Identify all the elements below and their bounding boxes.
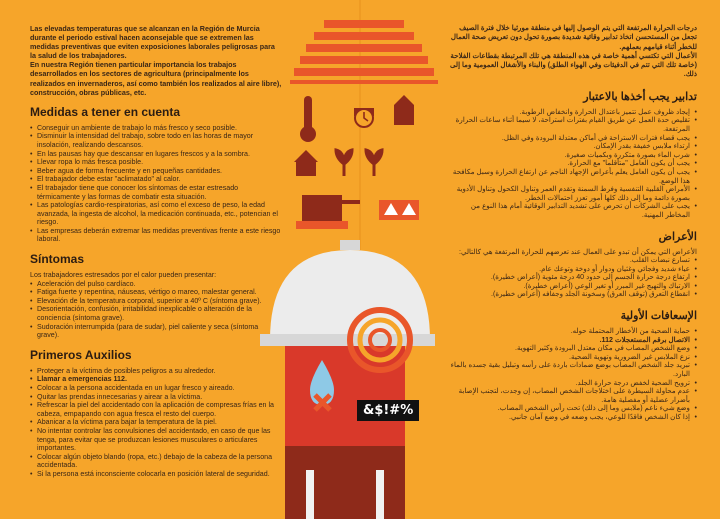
list-item: • ارتداء ملابس خفيفة بقدر الإمكان. <box>445 142 697 151</box>
list-item: • ترويح الضحية لخفض درجة حرارة الجلد. <box>445 379 697 388</box>
list-item: • يجب على الشركات أن تحرص على تشديد التدابير الوقائية أمام هذا النوع من المخاطر المهنية. <box>445 202 697 219</box>
intro-paragraph: الأعمال التي تكتسي أهمية خاصة في هذه المنطقة هي تلك المرتبطة بقطاعات الفلاحة (خاصة تلك التي تتم في الدفيئات وفي الهواء الطلق) والبناء والأشغال العمومية وما إلى ذلك. <box>450 51 697 79</box>
list-item: • يجب قضاء فترات الاستراحة في أماكن معتدلة البرودة وفي الظل. <box>445 134 697 143</box>
list-item: • Si la persona está inconsciente colocarla en posición lateral de seguridad. <box>30 470 282 479</box>
list-item: • إيجاد ظروف عمل تتميز باعتدال الحرارة وانخفاض الرطوبة. <box>445 108 697 117</box>
list-item: • Aceleración del pulso cardíaco. <box>30 280 282 289</box>
list-item: • Proteger a la víctima de posibles peligros a su alrededor. <box>30 367 282 376</box>
plant-icon <box>336 150 382 176</box>
list-item: • تسارع نبضات القلب. <box>445 256 697 265</box>
spanish-intro <box>30 24 282 97</box>
list-item: • Disminuir la intensidad del trabajo, sobre todo en las horas de mayor insolación, realizando descansos. <box>30 132 282 149</box>
list-item: • وضع شيء ناعم (ملابس وما إلى ذلك) تحت رأس الشخص المصاب. <box>445 404 697 413</box>
list-item: • الأمراض القلبية التنفسية وفرط السمنة وتقدم العمر وتناول الكحول وتناول الأدوية بصورة دائمة وما إلى ذلك كلها أمور تعزز احتمالات الخطر. <box>445 185 697 202</box>
sun-icon <box>290 20 438 84</box>
list-item: • وضع الشخص المصاب في مكان معتدل البرودة وكثير التهوية. <box>445 344 697 353</box>
list-item: • عياء شديد وفجائي وغثيان ودوار أو دوخة وتوعك عام. <box>445 265 697 274</box>
worker-figure <box>240 230 440 519</box>
list-item: • Las empresas deberán extremar las medidas preventivas frente a este riesgo laboral. <box>30 227 282 244</box>
intro-paragraph: En nuestra Región tienen particular importancia los trabajos desarrollados en los sectores de agricultura (principalmente los realizados en invernaderos, así como también los realizados al aire libre), construcción, obras públicas, etc. <box>30 60 282 97</box>
list-item-emergency: • الاتصال برقم المستعجلات 112. <box>445 336 697 345</box>
auxilios-heading: Primeros Auxilios <box>30 347 132 362</box>
greenhouse-icon <box>394 95 414 125</box>
intro-paragraph: Las elevadas temperaturas que se alcanzan en la Región de Murcia durante el periodo estival hacen aconsejable que se extremen las medidas preventivas que eviten exposiciones laborales peligrosas para la salud de los trabajadores. <box>30 24 275 61</box>
list-item: • Las patologías cardio-respiratorias, así como el exceso de peso, la edad avanzada, la ingesta de alcohol, la medicación continuada, etc., potencian el riesgo. <box>30 201 282 227</box>
list-item: • El trabajador tiene que conocer los síntomas de estar estresado térmicamente y las formas de combatir esta situación. <box>30 184 282 201</box>
list-item: • يجب أن يكون العامل يعلم بأعراض الإجهاد الناجم عن ارتفاع الحرارة وسبل مكافحة هذا الوضع. <box>445 168 697 185</box>
sintomas-intro-ar: الأعراض التي يمكن أن تبدو على العمال عند تعرضهم للحرارة المرتفعة هي كالتالي: <box>458 247 697 256</box>
list-item: • Llevar ropa lo más fresca posible. <box>30 158 282 167</box>
clock-icon <box>354 108 374 127</box>
list-item: • Colocar a la persona accidentada en un lugar fresco y aireado. <box>30 384 282 393</box>
list-item: • شرب الماء بصورة متكررة وبكميات صغيرة. <box>445 151 697 160</box>
auxilios-list-ar <box>445 327 697 422</box>
list-item: • ارتفاع درجة حرارة الجسم إلى حدود 40 درجة مئوية (أعراض خطيرة). <box>445 273 697 282</box>
medidas-list <box>30 124 282 244</box>
list-item: • حماية الضحية من الأخطار المحتملة حوله. <box>445 327 697 336</box>
list-item: • نزع الملابس غير الضرورية وتهوية الضحية. <box>445 353 697 362</box>
list-item: • Colocar algún objeto blando (ropa, etc.) debajo de la cabeza de la persona accidentada. <box>30 453 282 470</box>
arabic-intro <box>445 24 697 80</box>
list-item: • تبريد جلد الشخص المصاب بوضع ضمادات باردة على رأسه وتبليل بقية جسده بالماء البارد. <box>445 361 697 378</box>
medidas-list-ar <box>445 108 697 220</box>
list-item: • El trabajador debe estar "aclimatado" al calor. <box>30 175 282 184</box>
house-icon <box>294 150 318 176</box>
thermometer-icon <box>300 96 316 142</box>
warning-sign-icon <box>379 200 419 220</box>
medidas-heading: Medidas a tener en cuenta <box>30 104 181 119</box>
list-item: • يجب أن يكون العامل "متأقلما" مع الحرارة. <box>445 159 697 168</box>
list-item: • No intentar controlar las convulsiones del accidentado, en caso de que las tenga, para evitar que se produzcan lesiones musculares o articulares importantes. <box>30 427 282 453</box>
intro-paragraph: درجات الحرارة المرتفعة التي يتم الوصول إليها في منطقة مورثيا خلال فترة الصيف تجعل من المستحسن اتخاذ تدابير وقائية شديدة بصورة تحول دون تعريض صحة العمال للخطر أثناء قيامهم بعملهم. <box>450 24 697 51</box>
list-item: • Conseguir un ambiente de trabajo lo más fresco y seco posible. <box>30 124 282 133</box>
medidas-heading-ar: تدابير يجب أخذها بالاعتبار <box>583 90 697 103</box>
curse-speech-badge: &$!#% <box>357 400 419 421</box>
list-item: • انقطاع التعرق (توقف العرق) وسخونة الجلد وجفافه (أعراض خطيرة). <box>445 290 697 299</box>
list-item: • Elevación de la temperatura corporal, superior a 40º C (síntoma grave). <box>30 297 282 306</box>
list-item: • En las pausas hay que descansar en lugares frescos y a la sombra. <box>30 150 282 159</box>
list-item: • Sudoración interrumpida (para de sudar), piel caliente y seca (síntoma grave). <box>30 323 282 340</box>
list-item: • Fatiga fuerte y repentina, náuseas, vértigo o mareo, malestar general. <box>30 288 282 297</box>
auxilios-heading-ar: الإسعافات الأولية <box>620 310 697 323</box>
list-item: • عدم محاولة السيطرة على اختلاجات الشخص المصاب، إن وجدت، لتجنب الإصابة بأضرار عضلية أو مفصلية هامة. <box>445 387 697 404</box>
sintomas-heading-ar: الأعراض <box>658 230 697 243</box>
list-item: • Beber agua de forma frecuente y en pequeñas cantidades. <box>30 167 282 176</box>
arabic-column <box>445 24 697 422</box>
sintomas-heading: Síntomas <box>30 252 85 267</box>
list-item: • Quitar las prendas innecesarias y airear a la víctima. <box>30 393 282 402</box>
list-item: • Desorientación, confusión, irritabilidad inexplicable o alteración de la conciencia (síntoma grave). <box>30 305 282 322</box>
sintomas-list-ar <box>445 256 697 299</box>
list-item: • تقليص حدة العمل عن طريق القيام بفترات استراحة، لا سيما أثناء ساعات الحرارة المرتفعة. <box>445 116 697 133</box>
list-item-emergency: • Llamar a emergencias 112. <box>30 375 282 384</box>
list-item: • Refrescar la piel del accidentado con la aplicación de compresas frías en la cabeza, empapando con agua fresca el resto del cuerpo. <box>30 401 282 418</box>
list-item: • إذا كان الشخص فاقدًا للوعي، يجب وضعه في وضع آمان جانبي. <box>445 413 697 422</box>
list-item: • Abanicar a la víctima para bajar la temperatura de la piel. <box>30 418 282 427</box>
sintomas-intro: Los trabajadores estresados por el calor pueden presentar: <box>30 271 217 280</box>
digger-icon <box>296 195 360 229</box>
list-item: • الارتباك والتهيج غير المبرر أو تغير الوعي (أعراض خطيرة). <box>445 282 697 291</box>
